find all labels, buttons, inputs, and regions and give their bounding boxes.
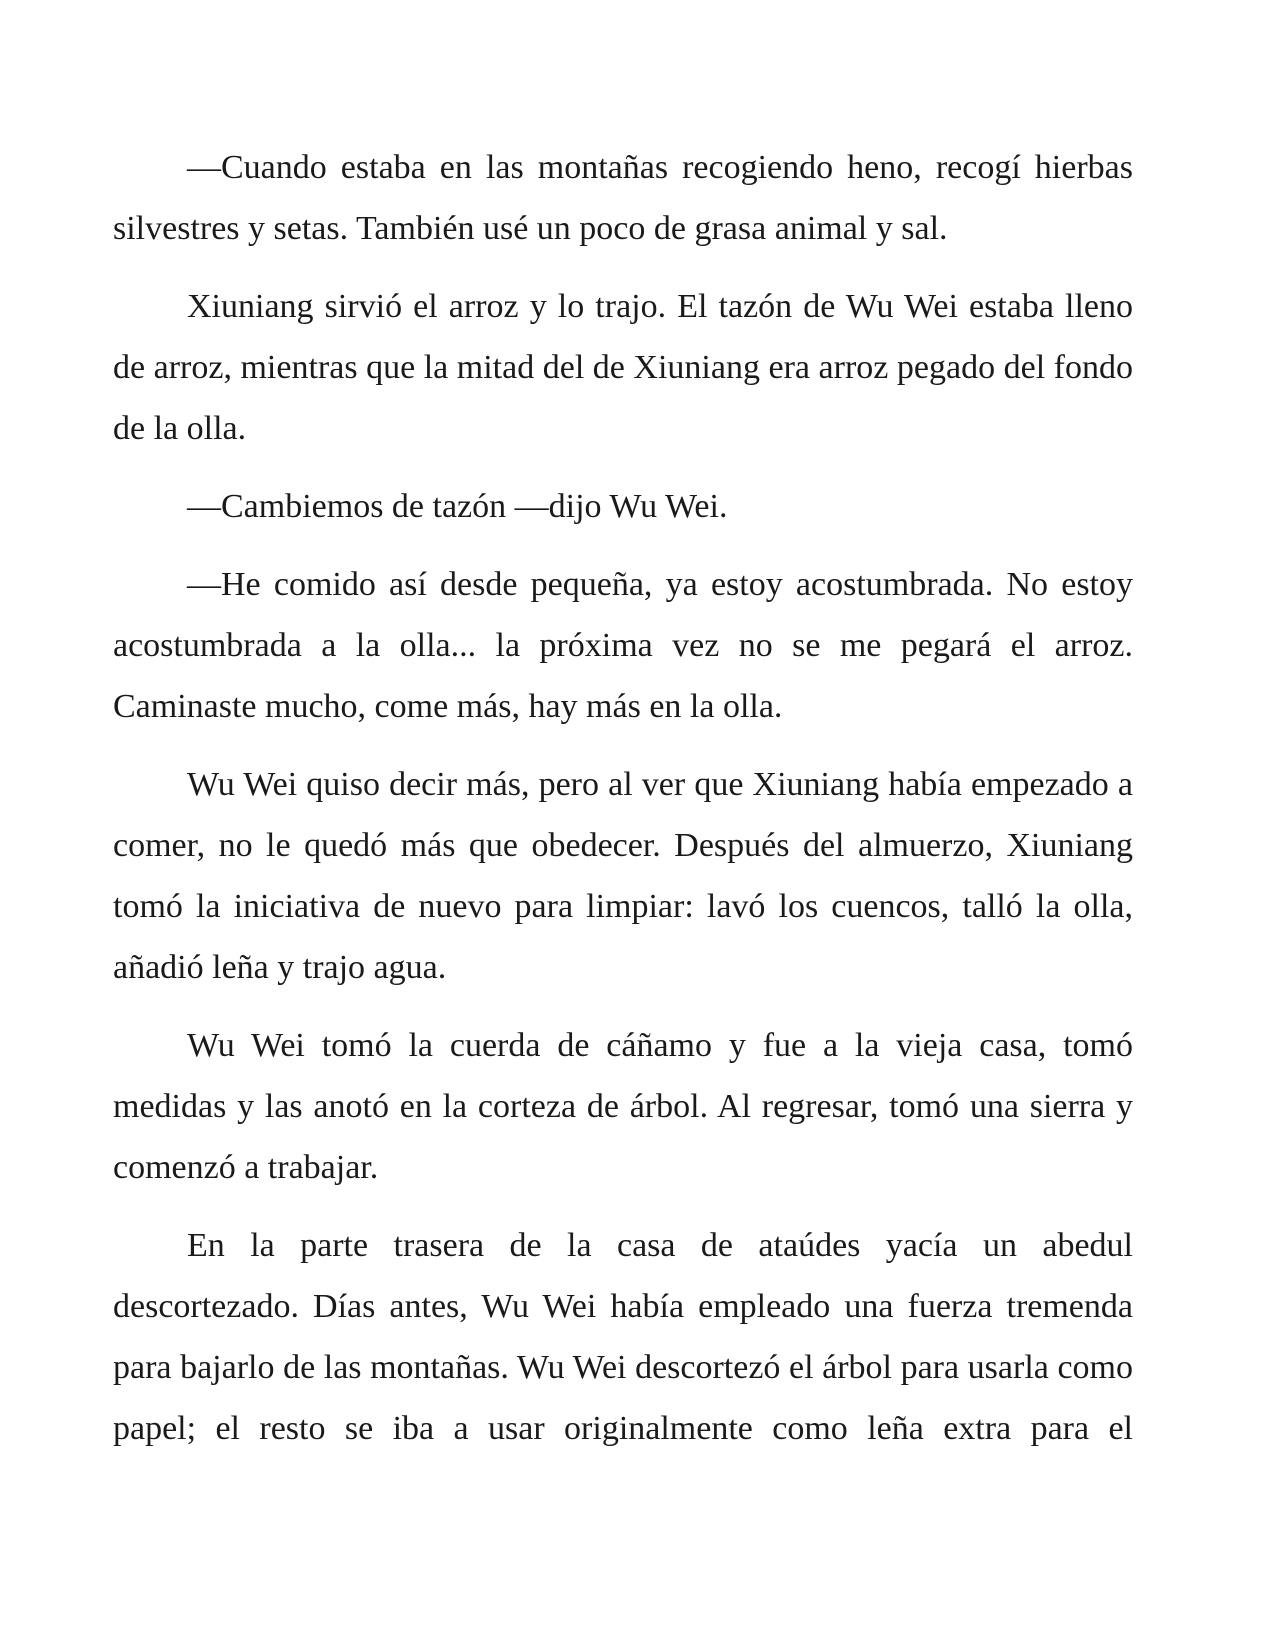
- paragraph-6: Wu Wei tomó la cuerda de cáñamo y fue a la vieja casa, tomó medidas y las anotó en la corteza de árbol. Al regresar, tomó una sierra y comenzó a trabajar.: [113, 1027, 1133, 1186]
- paragraph-3: —Cambiemos de tazón —dijo Wu Wei.: [187, 488, 728, 525]
- paragraph-4: —He comido así desde pequeña, ya estoy acostumbrada. No estoy acostumbrada a la olla... la próxima vez no se me pegará el arroz. Caminaste mucho, come más, hay más en la olla.: [113, 566, 1133, 725]
- paragraph-1: —Cuando estaba en las montañas recogiendo heno, recogí hierbas silvestres y setas. También usé un poco de grasa animal y sal.: [113, 149, 1133, 247]
- document-body: [113, 137, 1133, 1459]
- paragraph-7: En la parte trasera de la casa de ataúdes yacía un abedul descortezado. Días antes, Wu Wei había empleado una fuerza tremenda para bajarlo de las montañas. Wu Wei descortezó el árbol para usarla como papel; el resto se iba a usar originalmente como leña extra para el: [113, 1227, 1133, 1447]
- paragraph-2: Xiuniang sirvió el arroz y lo trajo. El tazón de Wu Wei estaba lleno de arroz, mientras que la mitad del de Xiuniang era arroz pegado del fondo de la olla.: [113, 288, 1133, 447]
- paragraph-5: Wu Wei quiso decir más, pero al ver que Xiuniang había empezado a comer, no le quedó más que obedecer. Después del almuerzo, Xiuniang tomó la iniciativa de nuevo para limpiar: lavó los cuencos, talló la olla, añadió leña y trajo agua.: [113, 766, 1133, 986]
